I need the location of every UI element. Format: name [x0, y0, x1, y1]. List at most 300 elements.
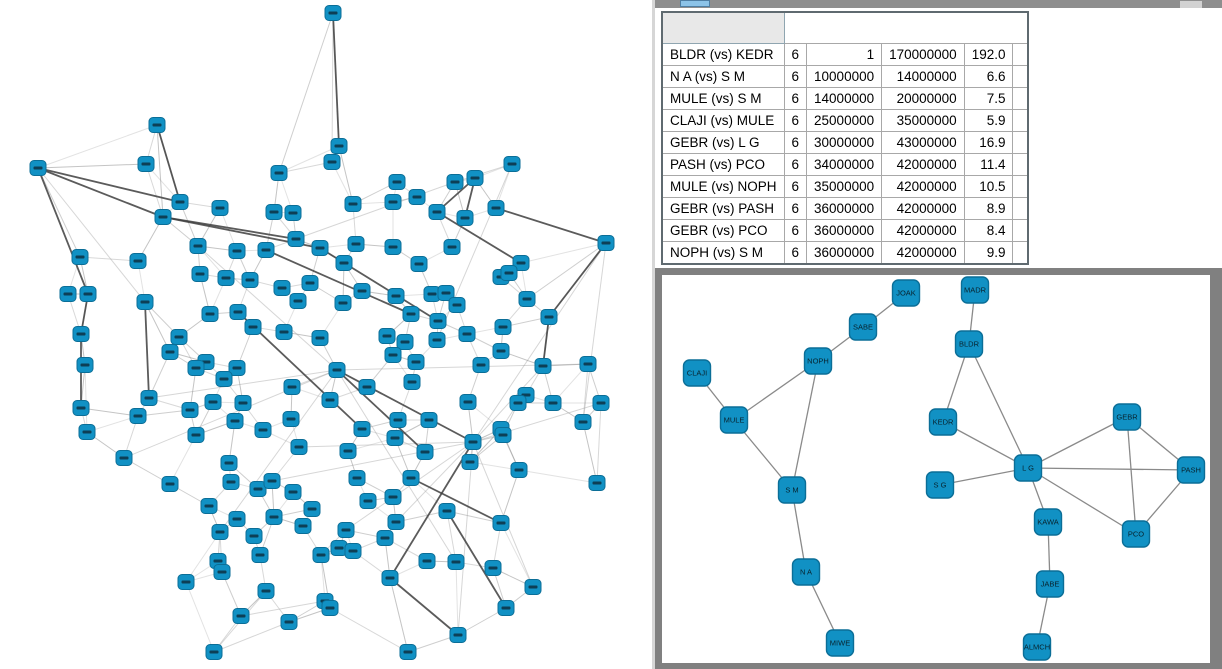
- table-row[interactable]: [662, 198, 1028, 220]
- graph-node[interactable]: [188, 361, 204, 376]
- network-edge-highlighted: [390, 578, 458, 635]
- graph-node[interactable]: [202, 307, 218, 322]
- graph-node[interactable]: [419, 554, 435, 569]
- node-label: [508, 163, 517, 166]
- graph-node[interactable]: [212, 201, 228, 216]
- node-box[interactable]: [684, 360, 711, 386]
- graph-node[interactable]: [172, 195, 188, 210]
- node-label: [514, 402, 523, 405]
- graph-node[interactable]: [162, 345, 178, 360]
- graph-node[interactable]: [498, 601, 514, 616]
- table-row[interactable]: [662, 132, 1028, 154]
- tab-fragment[interactable]: [680, 0, 710, 7]
- node-label: [316, 337, 325, 340]
- node-label: [34, 167, 43, 170]
- node-label: [216, 207, 225, 210]
- table-cell: N A (vs) S M: [662, 66, 784, 88]
- graph-node[interactable]: [149, 118, 165, 133]
- graph-node[interactable]: [360, 494, 376, 509]
- node-box[interactable]: [893, 280, 920, 306]
- node-label: [233, 518, 242, 521]
- graph-node[interactable]: [73, 401, 89, 416]
- table-cell: NOPH (vs) S M: [662, 242, 784, 265]
- table-vscrollbar[interactable]: [1013, 132, 1029, 154]
- network-node-joak[interactable]: [893, 280, 920, 306]
- node-label: [386, 577, 395, 580]
- graph-node[interactable]: [535, 359, 551, 374]
- graph-node[interactable]: [525, 580, 541, 595]
- node-label: [461, 217, 470, 220]
- network-node-mule[interactable]: [721, 407, 748, 433]
- graph-node[interactable]: [379, 329, 395, 344]
- table-cell: 30000000: [807, 132, 882, 154]
- node-box[interactable]: [850, 314, 877, 340]
- node-label: [489, 567, 498, 570]
- node-label: [153, 124, 162, 127]
- network-node-pash[interactable]: [1178, 457, 1205, 483]
- graph-node[interactable]: [385, 490, 401, 505]
- graph-node[interactable]: [77, 358, 93, 373]
- network-edge: [597, 403, 601, 483]
- node-label: [166, 351, 175, 354]
- graph-node[interactable]: [390, 413, 406, 428]
- graph-node[interactable]: [403, 471, 419, 486]
- table-cell: 6: [784, 44, 807, 66]
- network-node-jabe[interactable]: [1037, 571, 1064, 597]
- node-label: [433, 339, 442, 342]
- graph-node[interactable]: [340, 444, 356, 459]
- table-vscrollbar[interactable]: [662, 12, 784, 44]
- table-cell: 35000000: [882, 110, 965, 132]
- network-edge: [501, 523, 533, 587]
- node-label: [218, 571, 227, 574]
- node-label: [214, 560, 223, 563]
- graph-node[interactable]: [214, 565, 230, 580]
- graph-node[interactable]: [387, 431, 403, 446]
- network-edge: [85, 365, 87, 432]
- network-node-sabe[interactable]: [850, 314, 877, 340]
- graph-node[interactable]: [495, 428, 511, 443]
- node-label: KAWA: [1037, 517, 1059, 527]
- graph-node[interactable]: [575, 415, 591, 430]
- graph-node[interactable]: [388, 515, 404, 530]
- node-label: [76, 256, 85, 259]
- graph-node[interactable]: [258, 243, 274, 258]
- node-box[interactable]: [1035, 509, 1062, 535]
- network-edge-highlighted: [38, 168, 163, 217]
- graph-node[interactable]: [72, 250, 88, 265]
- graph-node[interactable]: [421, 413, 437, 428]
- node-label: GEBR: [1116, 412, 1138, 422]
- graph-node[interactable]: [30, 161, 46, 176]
- graph-node[interactable]: [284, 380, 300, 395]
- graph-node[interactable]: [485, 561, 501, 576]
- graph-node[interactable]: [504, 157, 520, 172]
- graph-node[interactable]: [449, 298, 465, 313]
- edge-layer: [697, 290, 1191, 647]
- node-label: [502, 607, 511, 610]
- network-node-claji[interactable]: [684, 360, 711, 386]
- graph-node[interactable]: [429, 333, 445, 348]
- graph-node[interactable]: [266, 510, 282, 525]
- node-label: [329, 12, 338, 15]
- node-box[interactable]: [1037, 571, 1064, 597]
- graph-node[interactable]: [162, 477, 178, 492]
- graph-node[interactable]: [60, 287, 76, 302]
- graph-node[interactable]: [467, 171, 483, 186]
- table-cell: 6: [784, 154, 807, 176]
- table-vscrollbar[interactable]: [1013, 88, 1029, 110]
- graph-node[interactable]: [266, 205, 282, 220]
- node-label: [292, 238, 301, 241]
- graph-node[interactable]: [80, 287, 96, 302]
- node-label: [210, 651, 219, 654]
- table-cell: 1: [807, 44, 882, 66]
- node-label: L G: [1022, 463, 1034, 473]
- graph-node[interactable]: [285, 206, 301, 221]
- graph-node[interactable]: [444, 240, 460, 255]
- network-node-l-g[interactable]: [1015, 455, 1042, 481]
- toolbar-strip: [655, 0, 1222, 8]
- network-node-noph[interactable]: [805, 348, 832, 374]
- node-box[interactable]: [962, 277, 989, 303]
- table-vscrollbar[interactable]: [1013, 176, 1029, 198]
- graph-node[interactable]: [545, 396, 561, 411]
- node-label: [349, 203, 358, 206]
- network-node-bldr[interactable]: [956, 331, 983, 357]
- node-box[interactable]: [1178, 457, 1205, 483]
- table-vscrollbar[interactable]: [1013, 220, 1029, 242]
- node-label: [326, 399, 335, 402]
- graph-node[interactable]: [230, 305, 246, 320]
- graph-node[interactable]: [510, 396, 526, 411]
- network-node-pco[interactable]: [1123, 521, 1150, 547]
- network-edge: [279, 13, 333, 173]
- network-node-miwe[interactable]: [827, 630, 854, 656]
- graph-node[interactable]: [201, 499, 217, 514]
- graph-node[interactable]: [377, 531, 393, 546]
- node-box[interactable]: [827, 630, 854, 656]
- graph-node[interactable]: [73, 327, 89, 342]
- graph-node[interactable]: [271, 166, 287, 181]
- graph-node[interactable]: [354, 284, 370, 299]
- table-row[interactable]: [662, 88, 1028, 110]
- node-label: [234, 311, 243, 314]
- graph-node[interactable]: [192, 267, 208, 282]
- graph-node[interactable]: [290, 294, 306, 309]
- node-label: BLDR: [958, 339, 980, 349]
- graph-node[interactable]: [417, 445, 433, 460]
- graph-node[interactable]: [488, 201, 504, 216]
- network-edge: [38, 164, 146, 168]
- graph-node[interactable]: [429, 205, 445, 220]
- node-label: [84, 293, 93, 296]
- node-box[interactable]: [930, 409, 957, 435]
- network-edge-highlighted: [38, 168, 88, 294]
- graph-node[interactable]: [276, 325, 292, 340]
- table-row[interactable]: [662, 176, 1028, 198]
- graph-node[interactable]: [495, 320, 511, 335]
- graph-node[interactable]: [501, 266, 517, 281]
- node-label: [262, 249, 271, 252]
- table-vscrollbar[interactable]: [1013, 242, 1029, 265]
- node-label: [176, 201, 185, 204]
- network-node-kawa[interactable]: [1035, 509, 1062, 535]
- graph-node[interactable]: [385, 240, 401, 255]
- graph-node[interactable]: [235, 396, 251, 411]
- graph-node[interactable]: [400, 645, 416, 660]
- node-label: [275, 172, 284, 175]
- table-cell: 6: [784, 220, 807, 242]
- node-label: N A: [799, 567, 813, 577]
- graph-node[interactable]: [242, 273, 258, 288]
- graph-node[interactable]: [190, 239, 206, 254]
- table-vscrollbar[interactable]: [1013, 66, 1029, 88]
- table-vscrollbar[interactable]: [1013, 154, 1029, 176]
- node-box[interactable]: [779, 477, 806, 503]
- table-row[interactable]: [662, 242, 1028, 265]
- graph-node[interactable]: [336, 256, 352, 271]
- graph-node[interactable]: [389, 175, 405, 190]
- node-label: [250, 535, 259, 538]
- node-label: [415, 263, 424, 266]
- table-vscrollbar[interactable]: [1013, 110, 1029, 132]
- node-label: [499, 434, 508, 437]
- graph-node[interactable]: [206, 645, 222, 660]
- node-label: [464, 401, 473, 404]
- graph-node[interactable]: [188, 428, 204, 443]
- graph-node[interactable]: [221, 456, 237, 471]
- graph-node[interactable]: [116, 451, 132, 466]
- node-label: [289, 491, 298, 494]
- graph-node[interactable]: [313, 548, 329, 563]
- graph-node[interactable]: [349, 471, 365, 486]
- node-label: [434, 320, 443, 323]
- network-edge-highlighted: [157, 125, 180, 202]
- table-cell: 34000000: [807, 154, 882, 176]
- node-label: [333, 369, 342, 372]
- graph-node[interactable]: [141, 391, 157, 406]
- graph-node[interactable]: [388, 289, 404, 304]
- graph-node[interactable]: [255, 423, 271, 438]
- node-label: [316, 247, 325, 250]
- graph-node[interactable]: [212, 525, 228, 540]
- node-label: [413, 196, 422, 199]
- graph-node[interactable]: [462, 455, 478, 470]
- node-box[interactable]: [1123, 521, 1150, 547]
- graph-node[interactable]: [205, 395, 221, 410]
- graph-node[interactable]: [580, 357, 596, 372]
- network-edge: [198, 246, 337, 370]
- graph-node[interactable]: [258, 584, 274, 599]
- graph-node[interactable]: [312, 331, 328, 346]
- network-edge: [792, 361, 818, 490]
- node-label: [358, 428, 367, 431]
- node-label: S G: [933, 480, 947, 490]
- graph-node[interactable]: [291, 440, 307, 455]
- table-vscrollbar[interactable]: [1013, 44, 1029, 66]
- node-box[interactable]: [805, 348, 832, 374]
- network-node-s-g[interactable]: [927, 472, 954, 498]
- network-edge: [157, 125, 163, 217]
- node-label: [389, 246, 398, 249]
- graph-node[interactable]: [227, 414, 243, 429]
- graph-node[interactable]: [447, 175, 463, 190]
- graph-node[interactable]: [178, 575, 194, 590]
- graph-node[interactable]: [229, 244, 245, 259]
- graph-node[interactable]: [430, 314, 446, 329]
- graph-node[interactable]: [473, 358, 489, 373]
- graph-node[interactable]: [331, 139, 347, 154]
- graph-node[interactable]: [274, 281, 290, 296]
- node-label: [492, 207, 501, 210]
- graph-node[interactable]: [354, 422, 370, 437]
- graph-node[interactable]: [385, 195, 401, 210]
- graph-node[interactable]: [285, 485, 301, 500]
- graph-node[interactable]: [312, 241, 328, 256]
- graph-node[interactable]: [322, 601, 338, 616]
- graph-node[interactable]: [223, 475, 239, 490]
- table-row[interactable]: [662, 44, 1028, 66]
- node-box[interactable]: [956, 331, 983, 357]
- node-label: [389, 496, 398, 499]
- node-layer: [30, 6, 614, 660]
- graph-node[interactable]: [281, 615, 297, 630]
- graph-node[interactable]: [283, 412, 299, 427]
- graph-node[interactable]: [335, 296, 351, 311]
- table-cell: 36000000: [807, 198, 882, 220]
- table-cell: 36000000: [807, 242, 882, 265]
- table-cell: 9.9: [964, 242, 1013, 265]
- graph-node[interactable]: [593, 396, 609, 411]
- network-panel-frame: [655, 268, 1222, 669]
- graph-node[interactable]: [264, 474, 280, 489]
- network-node-gebr[interactable]: [1114, 404, 1141, 430]
- graph-node[interactable]: [439, 504, 455, 519]
- graph-node[interactable]: [345, 544, 361, 559]
- node-label: [381, 537, 390, 540]
- graph-node[interactable]: [448, 555, 464, 570]
- table-header: [662, 12, 1028, 44]
- graph-node[interactable]: [541, 310, 557, 325]
- graph-node[interactable]: [246, 529, 262, 544]
- node-box[interactable]: [793, 559, 820, 585]
- network-node-n-a[interactable]: [793, 559, 820, 585]
- graph-node[interactable]: [329, 363, 345, 378]
- graph-node[interactable]: [404, 375, 420, 390]
- table-row[interactable]: [662, 110, 1028, 132]
- table-cell: GEBR (vs) L G: [662, 132, 784, 154]
- graph-node[interactable]: [493, 344, 509, 359]
- graph-node[interactable]: [397, 335, 413, 350]
- node-box[interactable]: [927, 472, 954, 498]
- graph-node[interactable]: [465, 435, 481, 450]
- network-node-kedr[interactable]: [930, 409, 957, 435]
- network-node-almch[interactable]: [1024, 634, 1051, 660]
- table-row[interactable]: [662, 154, 1028, 176]
- node-label: [358, 290, 367, 293]
- graph-node[interactable]: [182, 403, 198, 418]
- graph-node[interactable]: [79, 425, 95, 440]
- node-label: JABE: [1040, 579, 1060, 589]
- network-view-detail[interactable]: [662, 275, 1210, 663]
- graph-node[interactable]: [302, 276, 318, 291]
- graph-node[interactable]: [130, 254, 146, 269]
- table-row[interactable]: [662, 220, 1028, 242]
- table-row[interactable]: [662, 66, 1028, 88]
- graph-node[interactable]: [460, 395, 476, 410]
- graph-node[interactable]: [450, 628, 466, 643]
- graph-node[interactable]: [338, 523, 354, 538]
- graph-node[interactable]: [408, 355, 424, 370]
- graph-node[interactable]: [385, 348, 401, 363]
- node-box[interactable]: [721, 407, 748, 433]
- graph-node[interactable]: [411, 257, 427, 272]
- graph-node[interactable]: [382, 571, 398, 586]
- graph-node[interactable]: [511, 463, 527, 478]
- node-label: [539, 365, 548, 368]
- graph-node[interactable]: [245, 320, 261, 335]
- node-label: NOPH: [807, 356, 829, 366]
- node-label: [299, 525, 308, 528]
- node-label: [364, 500, 373, 503]
- graph-node[interactable]: [598, 236, 614, 251]
- graph-node[interactable]: [130, 409, 146, 424]
- graph-node[interactable]: [155, 210, 171, 225]
- graph-node[interactable]: [348, 237, 364, 252]
- node-label: [77, 407, 86, 410]
- network-node-madr[interactable]: [962, 277, 989, 303]
- graph-node[interactable]: [324, 155, 340, 170]
- graph-node[interactable]: [519, 292, 535, 307]
- graph-node[interactable]: [589, 476, 605, 491]
- node-box[interactable]: [1114, 404, 1141, 430]
- graph-node[interactable]: [493, 516, 509, 531]
- graph-node[interactable]: [304, 502, 320, 517]
- table-vscrollbar[interactable]: [1013, 198, 1029, 220]
- node-label: [166, 483, 175, 486]
- graph-node[interactable]: [216, 372, 232, 387]
- table-cell: 42000000: [882, 220, 965, 242]
- graph-node[interactable]: [359, 380, 375, 395]
- graph-node[interactable]: [345, 197, 361, 212]
- graph-node[interactable]: [322, 393, 338, 408]
- node-box[interactable]: [1024, 634, 1051, 660]
- graph-node[interactable]: [229, 512, 245, 527]
- graph-node[interactable]: [288, 232, 304, 247]
- graph-node[interactable]: [252, 548, 268, 563]
- graph-node[interactable]: [325, 6, 341, 21]
- graph-node[interactable]: [295, 519, 311, 534]
- graph-node[interactable]: [409, 190, 425, 205]
- node-box[interactable]: [1015, 455, 1042, 481]
- table-cell: 7.5: [964, 88, 1013, 110]
- graph-node[interactable]: [233, 609, 249, 624]
- graph-node[interactable]: [403, 307, 419, 322]
- graph-node[interactable]: [137, 295, 153, 310]
- graph-node[interactable]: [171, 330, 187, 345]
- graph-node[interactable]: [457, 211, 473, 226]
- graph-node[interactable]: [218, 271, 234, 286]
- graph-node[interactable]: [459, 327, 475, 342]
- graph-node[interactable]: [138, 157, 154, 172]
- scrollbar-fragment[interactable]: [1180, 1, 1202, 8]
- network-node-s-m[interactable]: [779, 477, 806, 503]
- node-label: [227, 481, 236, 484]
- node-label: [584, 363, 593, 366]
- table-cell: 6: [784, 198, 807, 220]
- node-label: [192, 434, 201, 437]
